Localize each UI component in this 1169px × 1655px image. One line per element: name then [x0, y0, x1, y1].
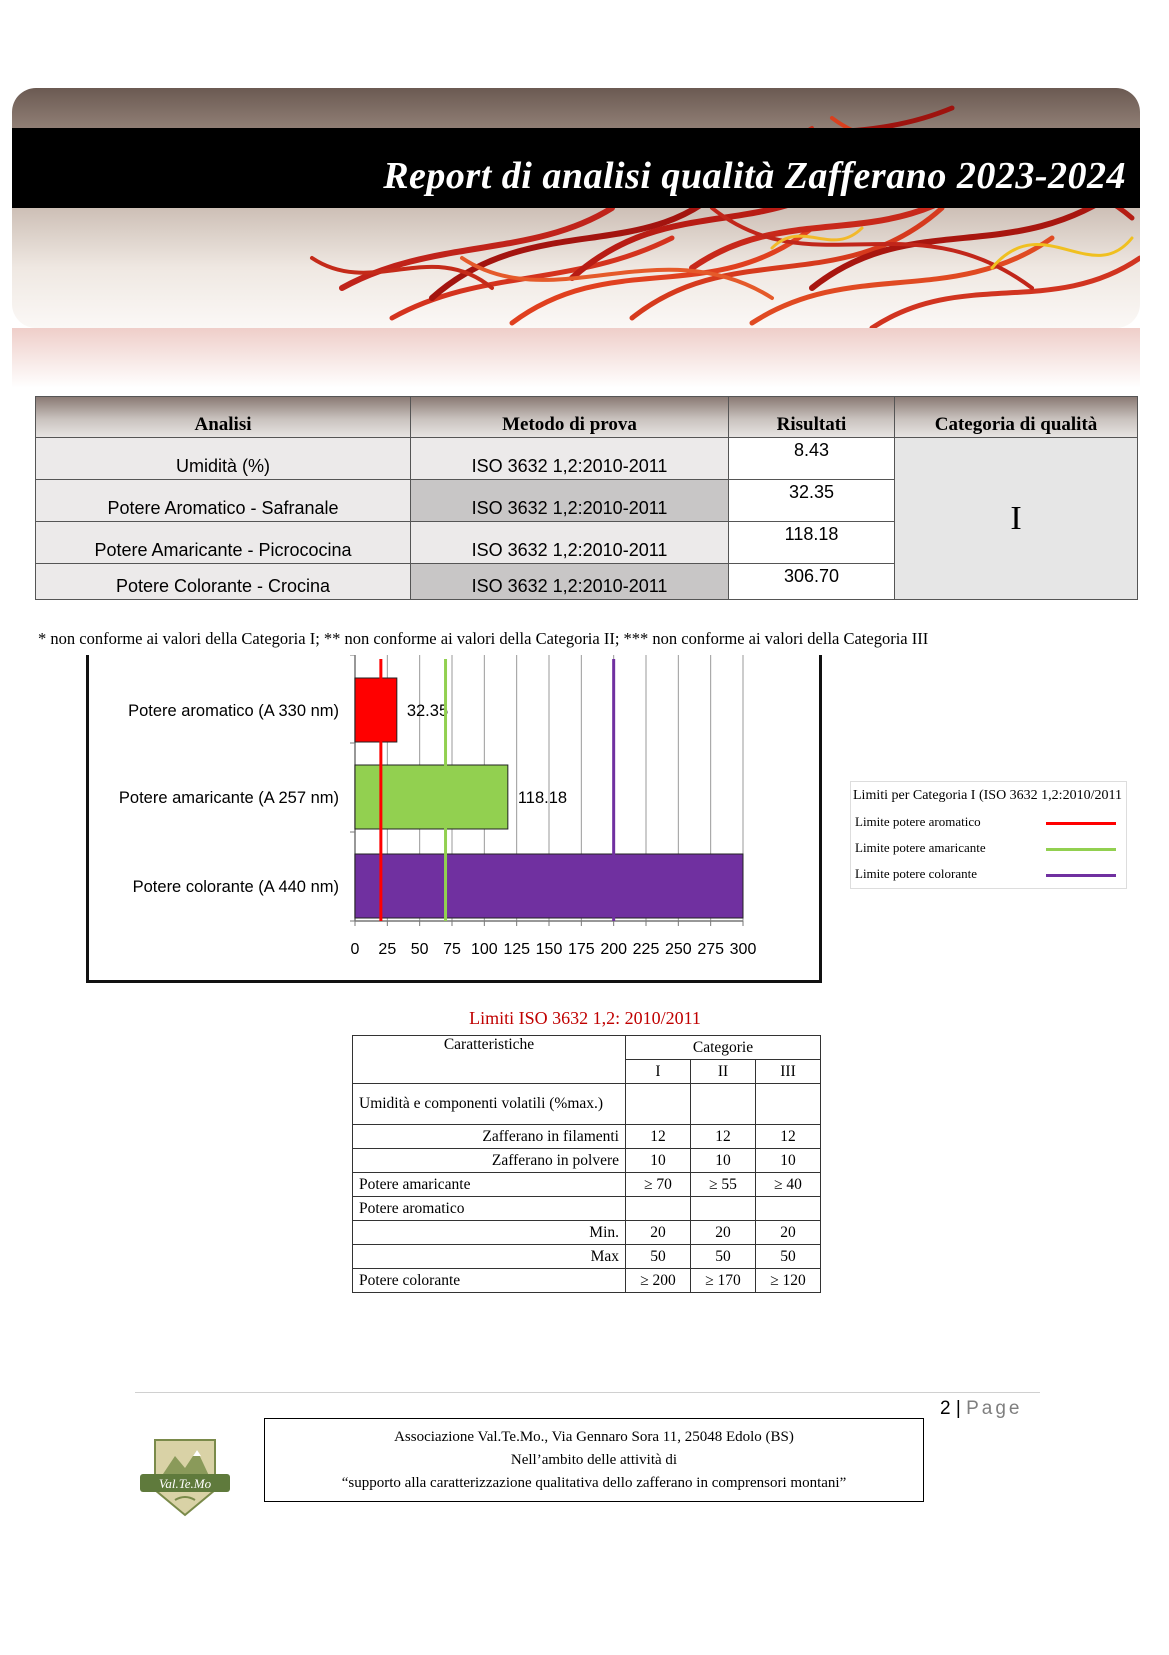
limits-table: [352, 1035, 821, 1293]
limits-row-value: 20: [756, 1221, 821, 1245]
legend-swatch-aromatico: [1046, 822, 1116, 825]
row-amaricante-metodo: ISO 3632 1,2:2010-2011: [411, 522, 729, 564]
limits-row-value: 12: [756, 1125, 821, 1149]
row-aromatico-metodo: ISO 3632 1,2:2010-2011: [411, 480, 729, 522]
legend-label-colorante: Limite potere colorante: [855, 866, 978, 881]
x-tick-label: 0: [350, 941, 360, 958]
limits-header-characteristics: Caratteristiche: [353, 1036, 626, 1084]
category-label: Potere colorante (A 440 nm): [132, 878, 339, 896]
limits-row-label: Zafferano in polvere: [353, 1149, 626, 1173]
page-number: [940, 1398, 1022, 1420]
legend-title: Limiti per Categoria I (ISO 3632 1,2:2010/2011: [853, 788, 1122, 803]
limits-cat-i: I: [626, 1060, 691, 1084]
limits-row-value: [626, 1084, 691, 1125]
limits-cat-iii: III: [756, 1060, 821, 1084]
row-colorante-metodo: ISO 3632 1,2:2010-2011: [411, 564, 729, 599]
bar: [355, 854, 743, 918]
limits-row-value: 20: [691, 1221, 756, 1245]
x-tick-label: 275: [697, 941, 725, 958]
association-line3: “supporto alla caratterizzazione qualitativa dello zafferano in comprensori montani”: [341, 1475, 847, 1491]
legend-swatch-amaricante: [1046, 848, 1116, 851]
limits-row-value: ≥ 120: [756, 1269, 821, 1293]
row-colorante-analisi: Potere Colorante - Crocina: [36, 564, 411, 599]
header-metodo: Metodo di prova: [411, 397, 729, 438]
category-label: Potere aromatico (A 330 nm): [128, 702, 339, 720]
limits-header-categories: Categorie: [626, 1036, 821, 1060]
row-umidita-risultato: 8.43: [729, 438, 895, 480]
limits-row-value: 10: [626, 1149, 691, 1173]
limits-row-value: [756, 1197, 821, 1221]
row-aromatico-analisi: Potere Aromatico - Safranale: [36, 480, 411, 522]
limits-row-value: ≥ 200: [626, 1269, 691, 1293]
limits-cat-ii: II: [691, 1060, 756, 1084]
row-amaricante-risultato: 118.18: [729, 522, 895, 564]
bar-chart: [89, 655, 819, 980]
limits-row-value: 50: [626, 1245, 691, 1269]
x-tick-label: 125: [503, 941, 531, 958]
header-analisi: Analisi: [36, 397, 411, 438]
association-address: Associazione Val.Te.Mo., Via Gennaro Sora 11, 25048 Edolo (BS): [394, 1429, 794, 1445]
chart-frame: [86, 655, 822, 983]
limits-title: Limiti ISO 3632 1,2: 2010/2011: [469, 1008, 701, 1028]
limits-row-value: [756, 1084, 821, 1125]
valtemo-logo: [135, 1420, 235, 1520]
limits-row-value: ≥ 170: [691, 1269, 756, 1293]
limits-row-label: Umidità e componenti volatili (%max.): [353, 1084, 626, 1125]
row-colorante-risultato: 306.70: [729, 564, 895, 599]
x-tick-label: 175: [567, 941, 595, 958]
title-bar: [12, 128, 1140, 208]
limits-row-value: 10: [691, 1149, 756, 1173]
bar: [355, 765, 508, 829]
x-tick-label: 250: [664, 941, 692, 958]
chart-legend: [850, 781, 1127, 889]
limits-row-value: 12: [626, 1125, 691, 1149]
page-separator: |: [955, 1398, 961, 1419]
limits-row-value: ≥ 70: [626, 1173, 691, 1197]
limits-row-value: [626, 1197, 691, 1221]
header-banner-image: [12, 88, 1140, 328]
association-info-box: [264, 1418, 924, 1502]
limits-row-label: Min.: [353, 1221, 626, 1245]
limits-row-value: 50: [691, 1245, 756, 1269]
report-title: Report di analisi qualità Zafferano 2023-2024: [383, 155, 1126, 197]
row-amaricante-analisi: Potere Amaricante - Picrococina: [36, 522, 411, 564]
bar: [355, 678, 397, 742]
row-umidita-analisi: Umidità (%): [36, 438, 411, 480]
limits-row-label: Potere amaricante: [353, 1173, 626, 1197]
x-tick-label: 100: [470, 941, 498, 958]
footer-divider: [135, 1392, 1040, 1393]
limits-row-value: ≥ 40: [756, 1173, 821, 1197]
row-aromatico-risultato: 32.35: [729, 480, 895, 522]
limits-row-value: 12: [691, 1125, 756, 1149]
x-tick-label: 150: [535, 941, 563, 958]
legend-label-aromatico: Limite potere aromatico: [855, 814, 981, 829]
legend-swatch-colorante: [1046, 874, 1116, 877]
logo-text: Val.Te.Mo: [158, 1476, 212, 1491]
page-word: Page: [966, 1398, 1023, 1419]
x-tick-label: 50: [410, 941, 429, 958]
x-tick-label: 25: [378, 941, 397, 958]
x-tick-label: 225: [632, 941, 660, 958]
limits-row-value: 20: [626, 1221, 691, 1245]
limits-row-label: Zafferano in filamenti: [353, 1125, 626, 1149]
category-label: Potere amaricante (A 257 nm): [118, 789, 339, 807]
limits-row-label: Max: [353, 1245, 626, 1269]
legend-label-amaricante: Limite potere amaricante: [855, 840, 986, 855]
x-tick-label: 300: [729, 941, 757, 958]
limits-row-value: [691, 1197, 756, 1221]
limits-row-value: 10: [756, 1149, 821, 1173]
header-risultati: Risultati: [729, 397, 895, 438]
association-line2: Nell’ambito delle attività di: [510, 1452, 678, 1468]
banner-reflection: [12, 328, 1140, 388]
limits-row-label: Potere aromatico: [353, 1197, 626, 1221]
limits-row-label: Potere colorante: [353, 1269, 626, 1293]
x-tick-label: 200: [600, 941, 628, 958]
data-label: 32.35: [406, 702, 449, 720]
header-categoria: Categoria di qualità: [895, 397, 1137, 438]
page-number-value: 2: [940, 1398, 951, 1419]
results-table: [35, 396, 1138, 600]
x-tick-label: 75: [443, 941, 461, 958]
limits-row-value: [691, 1084, 756, 1125]
limits-row-value: ≥ 55: [691, 1173, 756, 1197]
row-umidita-metodo: ISO 3632 1,2:2010-2011: [411, 438, 729, 480]
saffron-threads-illustration: [12, 88, 1140, 328]
footnote: * non conforme ai valori della Categoria I; ** non conforme ai valori della Categoria II; *** non conforme ai valori della Categoria III: [38, 629, 929, 648]
limits-row-value: 50: [756, 1245, 821, 1269]
categoria-qualita-value: I: [895, 438, 1137, 599]
data-label: 118.18: [517, 789, 568, 807]
